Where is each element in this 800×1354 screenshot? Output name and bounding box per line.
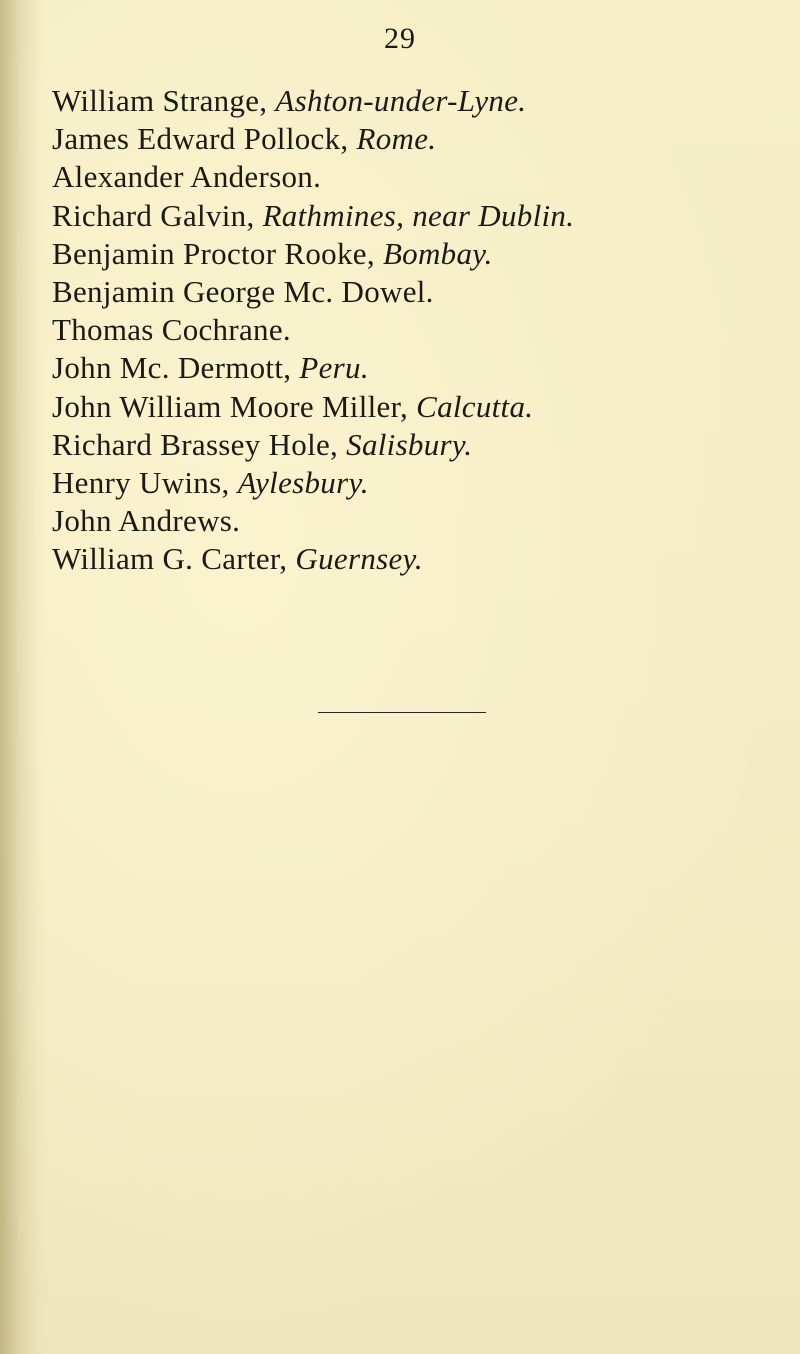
entry-place: Ashton-under-Lyne. (275, 83, 527, 118)
entry-name: John Andrews. (52, 503, 241, 539)
entry-name: John Mc. Dermott, (52, 350, 300, 386)
entry-name: Richard Galvin, (52, 197, 263, 233)
entry-name: Richard Brassey Hole, (52, 426, 347, 462)
entry-name: James Edward Pollock, (52, 121, 357, 157)
list-item (52, 388, 574, 426)
list-item (52, 235, 574, 273)
entry-name: Benjamin George Mc. Dowel. (52, 274, 434, 310)
entry-place: Bombay. (382, 235, 493, 271)
entry-place: Peru. (299, 350, 369, 386)
entry-name: Thomas Cochrane. (52, 312, 291, 348)
entry-name: John William Moore Miller, (52, 388, 417, 424)
list-item (52, 502, 574, 540)
list-item (52, 464, 574, 502)
entry-name: William Strange, (52, 83, 276, 118)
list-item (52, 197, 574, 235)
list-item (52, 540, 574, 578)
entry-place: Salisbury. (346, 426, 473, 462)
entry-name: Alexander Anderson. (52, 159, 322, 195)
entry-name: William G. Carter, (52, 541, 296, 577)
list-item (52, 120, 574, 158)
list-item (52, 273, 574, 311)
list-item (52, 82, 574, 120)
entry-place: Rathmines, near Dublin. (262, 197, 575, 233)
page-number: 29 (384, 22, 416, 55)
entry-place: Rome. (356, 121, 437, 157)
entry-name: Henry Uwins, (52, 465, 238, 501)
list-item (52, 158, 574, 196)
page-edge-shadow (0, 0, 38, 1354)
entry-name: Benjamin Proctor Rooke, (52, 235, 383, 271)
list-item (52, 426, 574, 464)
entry-place: Calcutta. (416, 388, 534, 424)
list-item (52, 311, 574, 349)
list-item (52, 349, 574, 387)
entry-place: Aylesbury. (237, 465, 369, 501)
section-divider (318, 712, 486, 713)
entry-place: Guernsey. (295, 541, 423, 577)
name-list (52, 82, 574, 579)
